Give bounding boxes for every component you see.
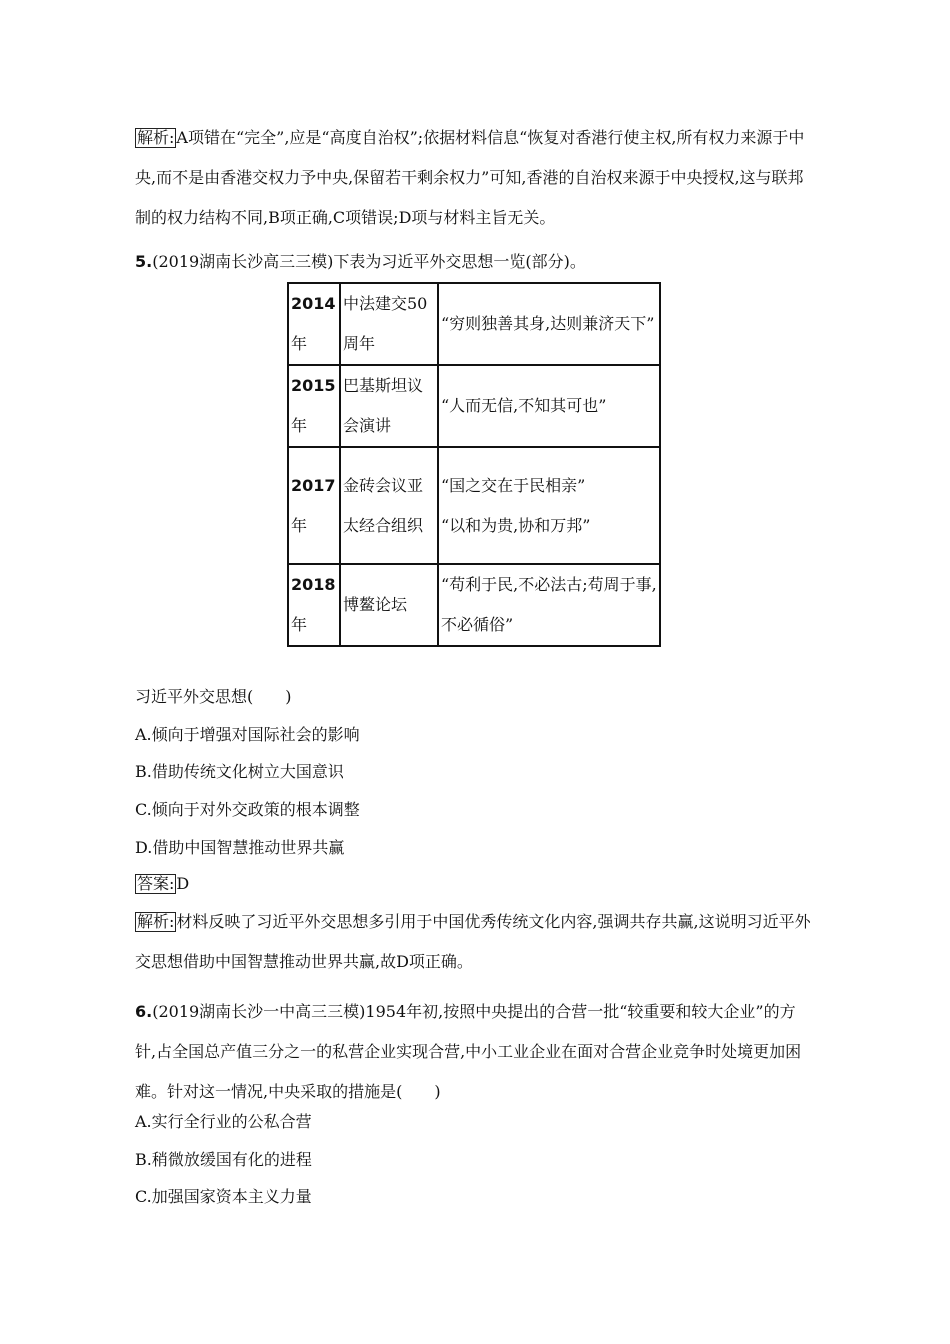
analysis-label: 解析:: [137, 912, 175, 931]
year-cell: 2018 年: [288, 564, 340, 646]
event-cell: 中法建交50周年: [340, 283, 438, 365]
option-d: D.借助中国智慧推动世界共赢: [135, 838, 345, 857]
event-cell: 博鳌论坛: [340, 564, 438, 646]
diplomacy-table: [287, 282, 661, 647]
table-row: [288, 447, 660, 564]
quote-cell: “苟利于民,不必法古;苟周于事,不必循俗”: [438, 564, 660, 646]
option-b: B.借助传统文化树立大国意识: [135, 762, 344, 781]
year-cell: 2017 年: [288, 447, 340, 564]
year-cell: 2015 年: [288, 365, 340, 447]
question-6-stem: [135, 992, 815, 1112]
option-c: C.加强国家资本主义力量: [135, 1187, 312, 1206]
event-cell: 巴基斯坦议会演讲: [340, 365, 438, 447]
option-b: B.稍微放缓国有化的进程: [135, 1150, 312, 1169]
quote-cell: “人而无信,不知其可也”: [438, 365, 660, 447]
question-number: 6.: [135, 1002, 153, 1021]
quote-cell: “穷则独善其身,达则兼济天下”: [438, 283, 660, 365]
analysis-text: A项错在“完全”,应是“高度自治权”;依据材料信息“恢复对香港行使主权,所有权力来源于中央,而不是由香港交权力予中央,保留若干剩余权力”可知,香港的自治权来源于中央授权,这与联邦制的权力结构不同,B项正确,C项错误;D项与材料主旨无关。: [135, 128, 805, 227]
quote-line-1: “国之交在于民相亲”: [441, 475, 586, 495]
option-c: C.倾向于对外交政策的根本调整: [135, 800, 360, 819]
analysis-paragraph-1: [135, 118, 815, 238]
question-stem-text: (2019湖南长沙高三三模)下表为习近平外交思想一览(部分)。: [152, 252, 586, 271]
question-stem-text: (2019湖南长沙一中高三三模)1954年初,按照中央提出的合营一批“较重要和较大企业”的方针,占全国总产值三分之一的私营企业实现合营,中小工业企业在面对合营企业竞争时处境更加困难。针对这一情况,中央采取的措施是( ): [135, 1002, 802, 1101]
option-a: A.实行全行业的公私合营: [135, 1112, 312, 1131]
quote-cell: [438, 447, 660, 564]
question-number: 5.: [135, 252, 153, 271]
event-cell: 金砖会议亚太经合组织: [340, 447, 438, 564]
answer-value: D: [176, 874, 190, 893]
option-a: A.倾向于增强对国际社会的影响: [135, 725, 360, 744]
table-row: [288, 283, 660, 365]
answer-label: 答案:: [137, 874, 175, 893]
table-row: [288, 564, 660, 646]
question-5-stem: [135, 252, 586, 272]
analysis-label: 解析:: [137, 128, 175, 147]
question-5-prompt: 习近平外交思想( ): [135, 687, 292, 706]
table-row: [288, 365, 660, 447]
year-cell: 2014 年: [288, 283, 340, 365]
analysis-text: 材料反映了习近平外交思想多引用于中国优秀传统文化内容,强调共存共赢,这说明习近平外交思想借助中国智慧推动世界共赢,故D项正确。: [135, 912, 811, 971]
quote-line-2: “以和为贵,协和万邦”: [441, 515, 591, 535]
answer-line: [135, 874, 189, 894]
analysis-paragraph-2: [135, 902, 815, 982]
